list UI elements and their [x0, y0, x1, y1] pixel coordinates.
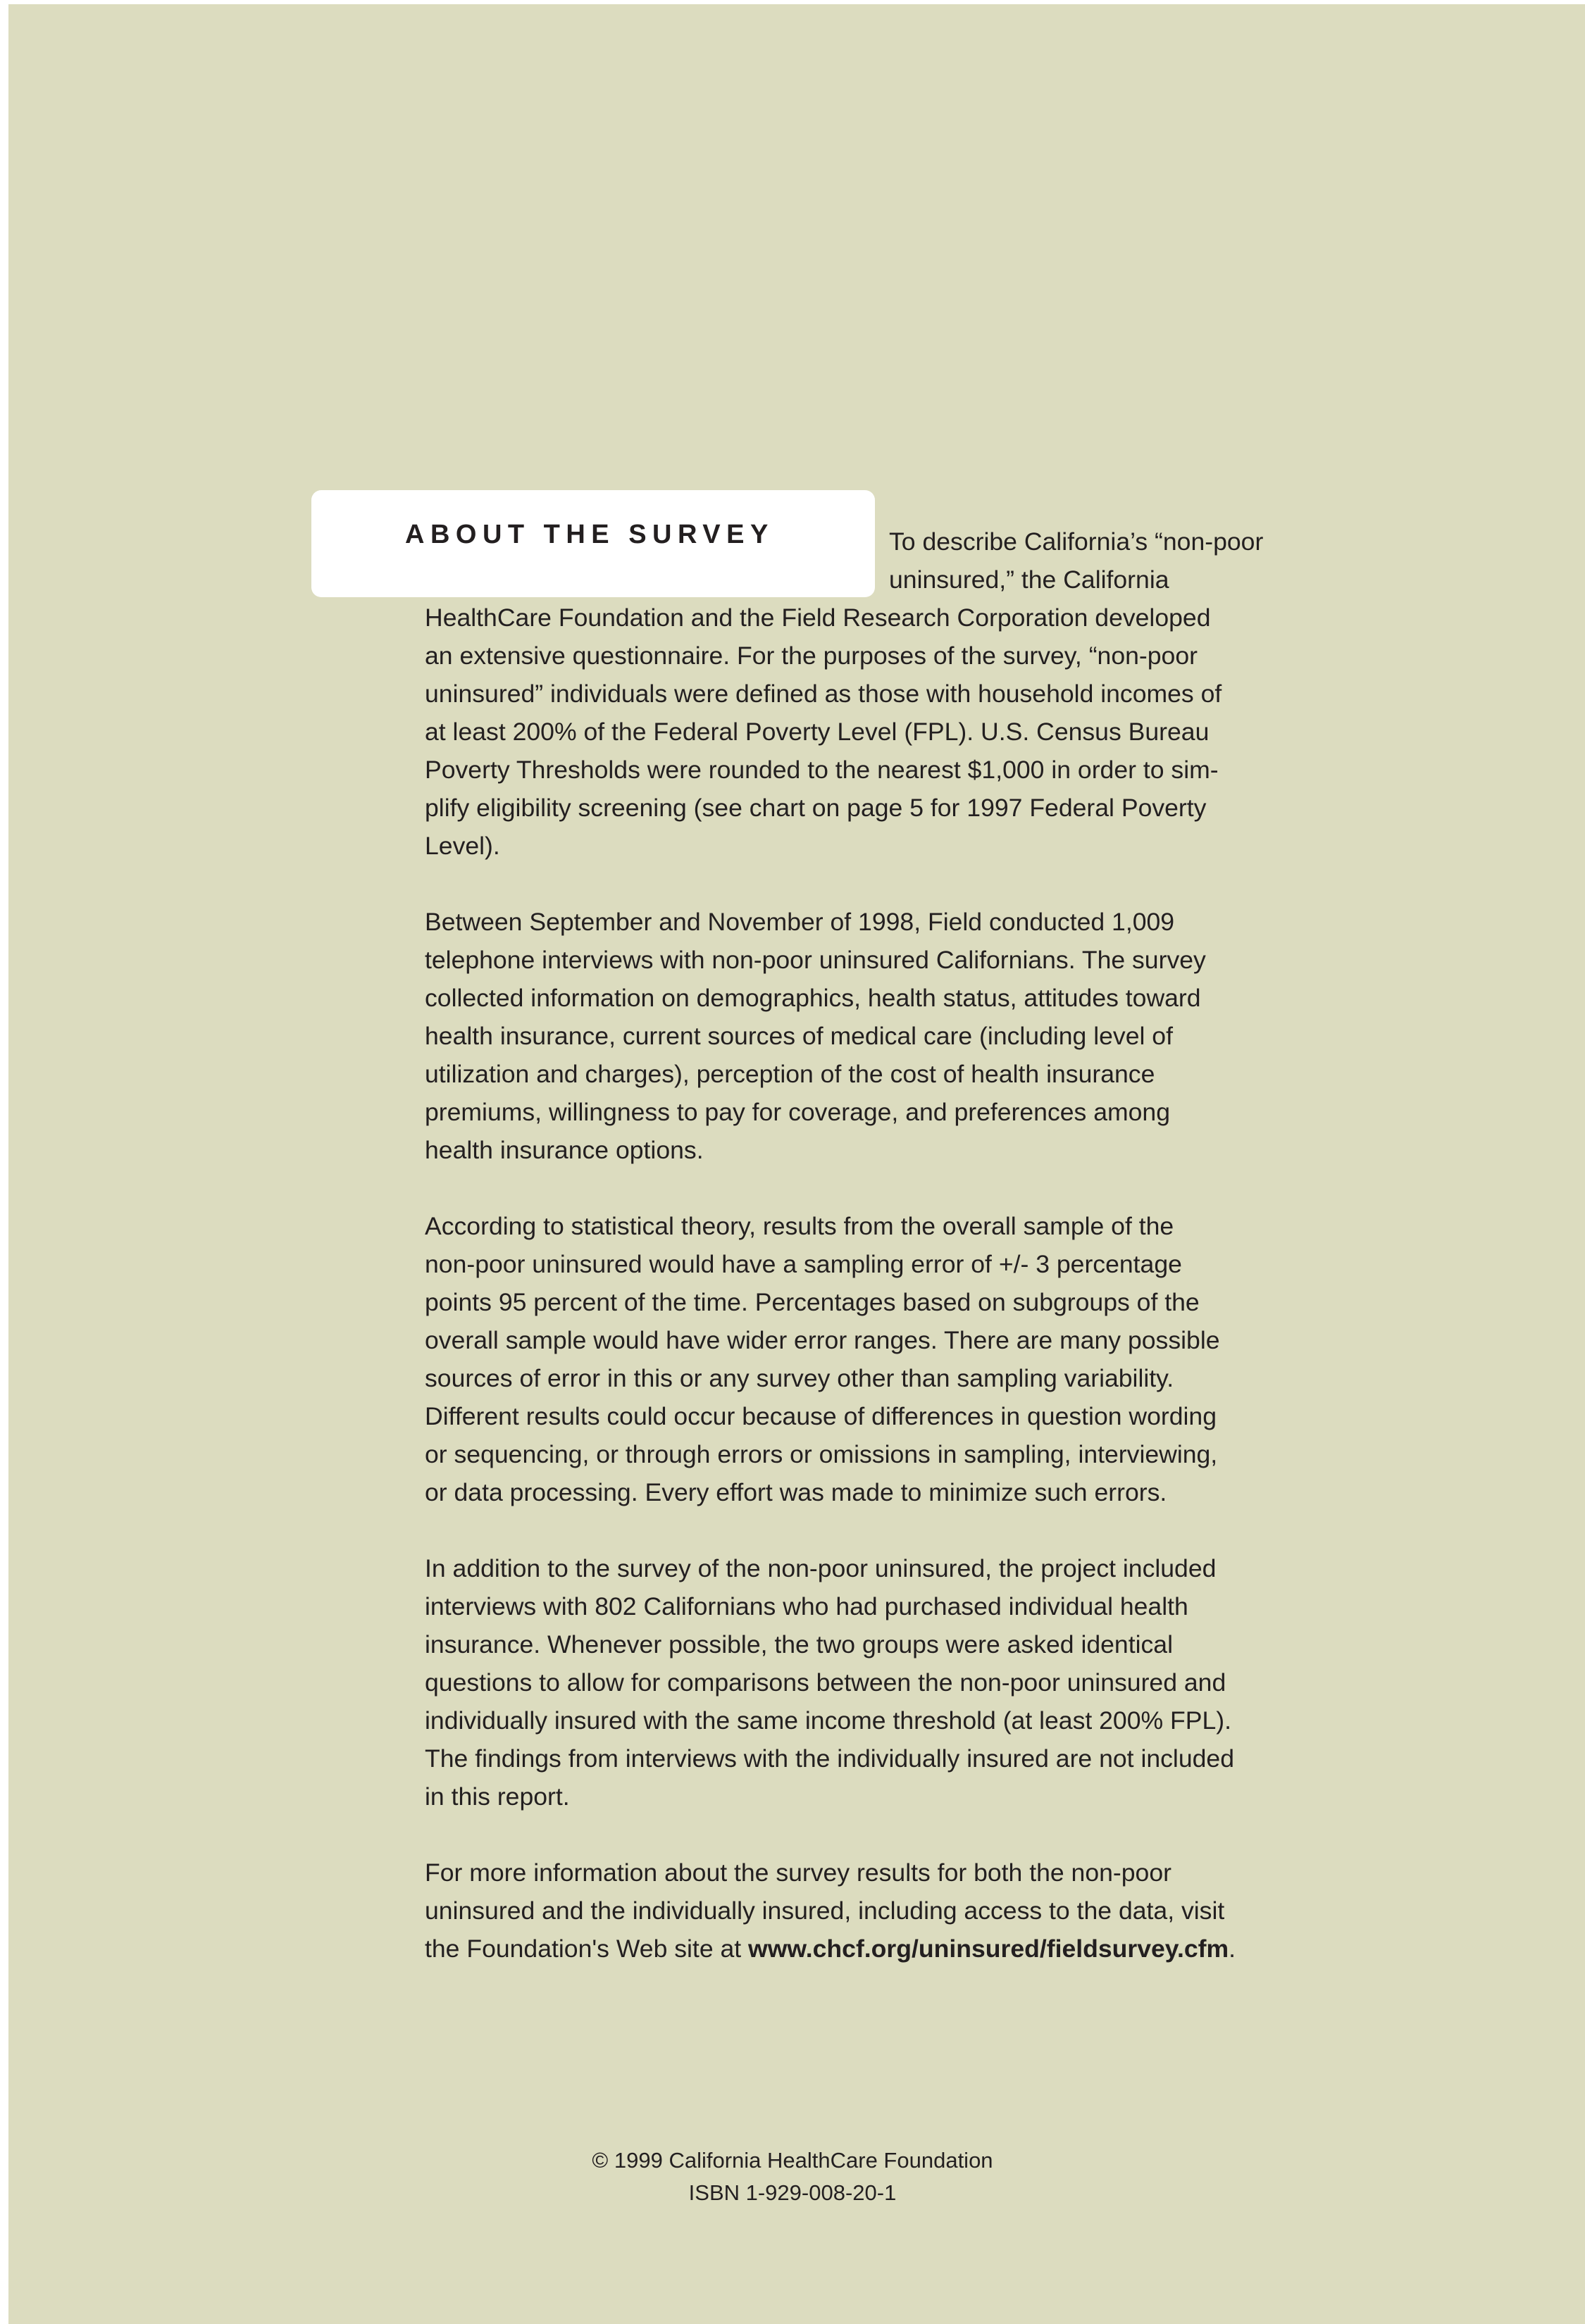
paragraph-more-info: [425, 1854, 1236, 1968]
intro-text: [889, 523, 1263, 599]
isbn-number: ISBN 1-929-008-20-1: [688, 2180, 897, 2205]
text-line: sources of error in this or any survey other than sampling variability.: [425, 1364, 1174, 1392]
intro-line: To describe California’s “non-poor: [889, 527, 1264, 556]
text-line: Level).: [425, 832, 500, 860]
section-title: ABOUT THE SURVEY: [405, 520, 774, 549]
text-line: HealthCare Foundation and the Field Research Corporation developed: [425, 604, 1211, 632]
text-line: collected information on demographics, health status, attitudes toward: [425, 984, 1201, 1012]
text-line: overall sample would have wider error ranges. There are many possible: [425, 1326, 1220, 1354]
text-line: questions to allow for comparisons between the non-poor uninsured and: [425, 1668, 1226, 1697]
text-line: The findings from interviews with the individually insured are not included: [425, 1744, 1234, 1773]
copyright-notice: © 1999 California HealthCare Foundation: [592, 2148, 993, 2173]
paragraph-individually-insured: [425, 1549, 1236, 1816]
text-line: telephone interviews with non-poor uninsured Californians. The survey: [425, 946, 1206, 974]
text-line: Between September and November of 1998, Field conducted 1,009: [425, 908, 1175, 936]
intro-line: uninsured,” the California: [889, 566, 1169, 594]
text-line: In addition to the survey of the non-poor uninsured, the project included: [425, 1554, 1217, 1582]
text-line: plify eligibility screening (see chart on page 5 for 1997 Federal Poverty: [425, 794, 1207, 822]
text-line: interviews with 802 Californians who had purchased individual health: [425, 1592, 1188, 1620]
text-line: non-poor uninsured would have a sampling error of +/- 3 percentage: [425, 1250, 1182, 1278]
text-line: individually insured with the same income threshold (at least 200% FPL).: [425, 1706, 1231, 1735]
text-line: or data processing. Every effort was made to minimize such errors.: [425, 1478, 1167, 1506]
text-line: According to statistical theory, results from the overall sample of the: [425, 1212, 1174, 1240]
paragraph-interviews: [425, 903, 1236, 1169]
text-segment: .: [1229, 1935, 1236, 1963]
text-line: at least 200% of the Federal Poverty Level (FPL). U.S. Census Bureau: [425, 718, 1210, 746]
text-line: or sequencing, or through errors or omissions in sampling, interviewing,: [425, 1440, 1218, 1468]
text-line: an extensive questionnaire. For the purposes of the survey, “non-poor: [425, 642, 1198, 670]
text-line: utilization and charges), perception of the cost of health insurance: [425, 1060, 1155, 1088]
text-line: points 95 percent of the time. Percentages based on subgroups of the: [425, 1288, 1200, 1316]
text-segment: the Foundation's Web site at: [425, 1935, 749, 1963]
text-line: uninsured” individuals were defined as those with household incomes of: [425, 680, 1222, 708]
text-line: in this report.: [425, 1782, 570, 1811]
text-line: insurance. Whenever possible, the two groups were asked identical: [425, 1630, 1173, 1658]
text-line: For more information about the survey results for both the non-poor: [425, 1858, 1171, 1887]
text-line: Poverty Thresholds were rounded to the nearest $1,000 in order to sim-: [425, 756, 1219, 784]
paragraph-sampling-error: [425, 1207, 1236, 1511]
text-line: Different results could occur because of differences in question wording: [425, 1402, 1217, 1430]
text-line: uninsured and the individually insured, including access to the data, visit: [425, 1897, 1225, 1925]
text-line: [425, 1930, 1236, 1968]
survey-body: [425, 599, 1236, 2006]
survey-url-link[interactable]: www.chcf.org/uninsured/fieldsurvey.cfm: [748, 1935, 1229, 1963]
text-line: health insurance options.: [425, 1136, 704, 1164]
text-line: health insurance, current sources of medical care (including level of: [425, 1022, 1173, 1050]
paragraph-definition: [425, 599, 1236, 865]
text-line: premiums, willingness to pay for coverage, and preferences among: [425, 1098, 1170, 1126]
